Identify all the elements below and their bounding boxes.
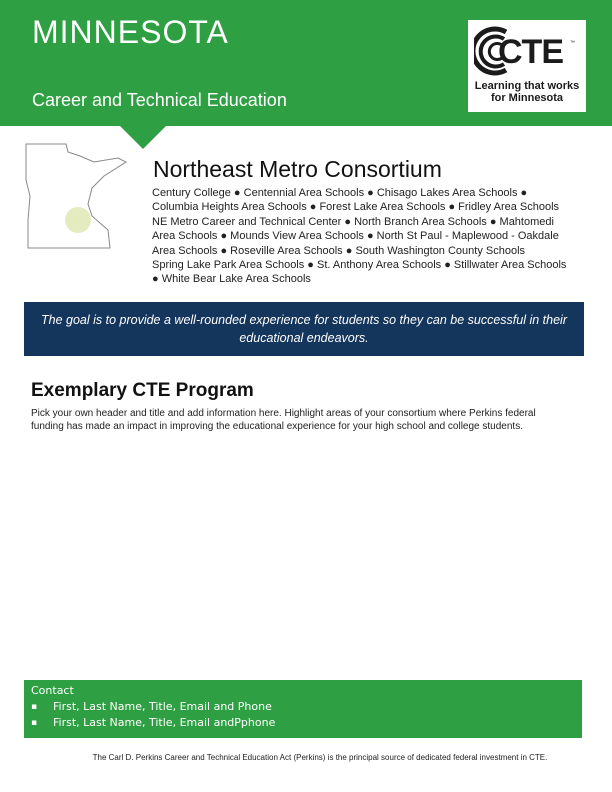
header-banner — [0, 0, 612, 126]
logo-tagline: Learning that works for Minnesota — [474, 80, 580, 104]
cte-logo — [468, 20, 586, 112]
header-subtitle: Career and Technical Education — [32, 90, 287, 110]
contact-box — [24, 680, 582, 738]
contact-item: ▪ First, Last Name, Title, Email andPphone — [31, 715, 582, 731]
contact-list — [31, 699, 582, 731]
footer-note: The Carl D. Perkins Career and Technical Education Act (Perkins) is the principal source of dedicated federal investment in CTE. — [92, 753, 548, 762]
goal-statement: The goal is to provide a well-rounded experience for students so they can be successful in their educational endeavors. — [24, 302, 584, 356]
members-line: Spring Lake Park Area Schools ● St. Anthony Area Schools ● Stillwater Area Schools ● White Bear Lake Area Schools — [152, 259, 567, 286]
members-line: NE Metro Career and Technical Center ● North Branch Area Schools ● Mahtomedi Area Schools ● Mounds View Area Schools ● North St Paul - Maplewood - Oakdale Area Schools ● Roseville Area Schools ● South Washington County Schools — [152, 215, 559, 257]
contact-item: ▪ First, Last Name, Title, Email and Phone — [31, 699, 582, 715]
program-heading: Exemplary CTE Program — [31, 380, 254, 401]
minnesota-outline-icon — [22, 140, 132, 260]
program-description: Pick your own header and title and add information here. Highlight areas of your consortium where Perkins federal funding has made an impact in improving the educational experience for your high school and college students. — [31, 408, 536, 433]
consortium-members — [152, 186, 572, 287]
members-line: Century College ● Centennial Area Schools ● Chisago Lakes Area Schools ● Columbia Heights Area Schools ● Forest Lake Area Schools ● Fridley Area Schools — [152, 187, 560, 214]
contact-title: Contact — [31, 684, 74, 697]
logo-trademark: ™ — [570, 40, 575, 46]
state-title: MINNESOTA — [32, 14, 229, 50]
logo-wordmark: CTE — [498, 33, 563, 71]
consortium-title: Northeast Metro Consortium — [153, 156, 442, 182]
